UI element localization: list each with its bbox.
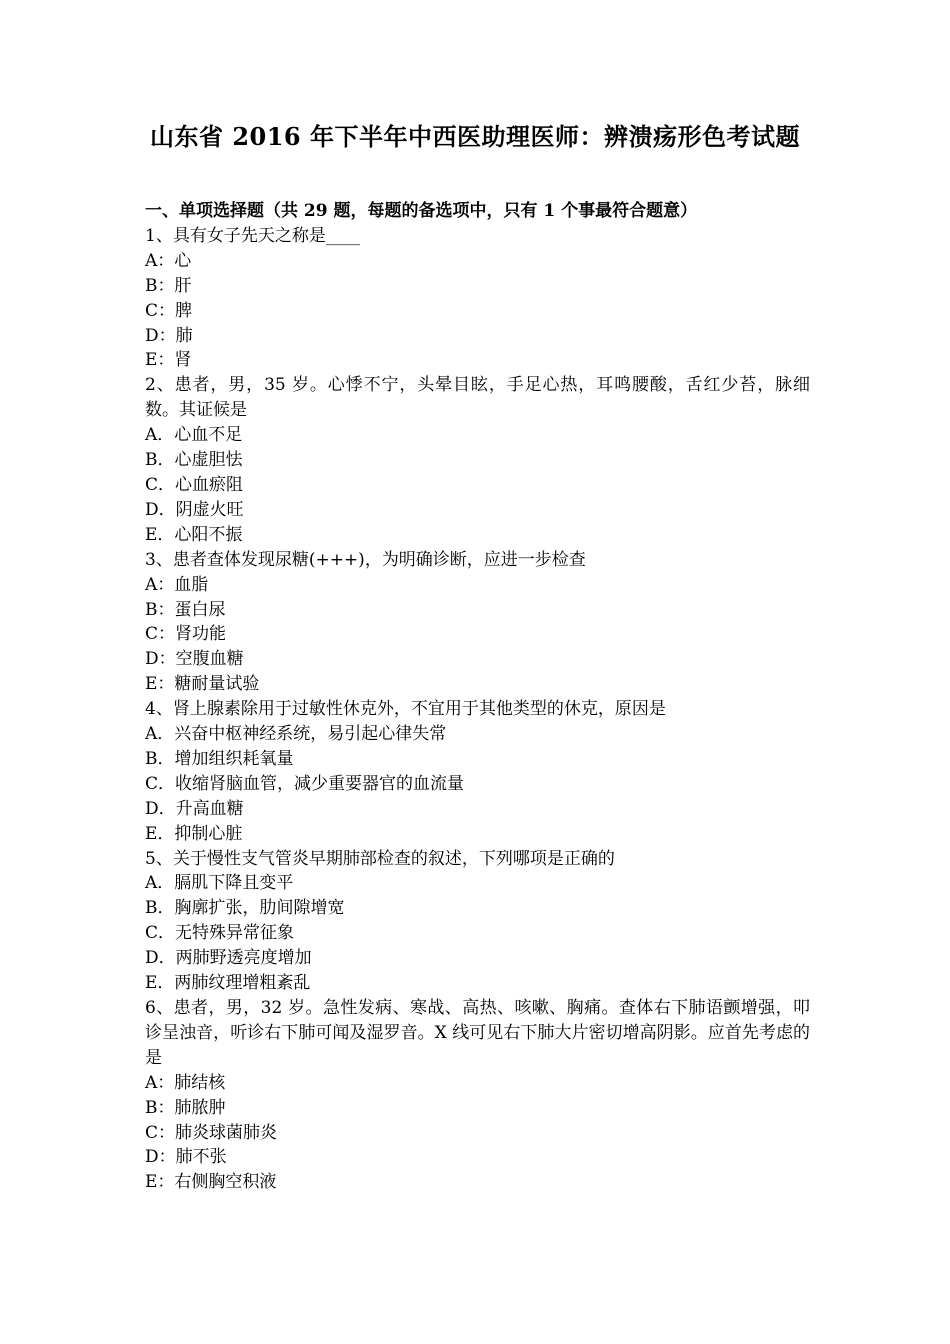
option-e: E：肾 <box>145 350 192 371</box>
section-heading: 一、单项选择题（共 29 题，每题的备选项中，只有 1 个事最符合题意） <box>145 201 698 221</box>
option-e: E．抑制心脏 <box>145 823 243 844</box>
option-e: E：右侧胸空积液 <box>145 1172 277 1193</box>
option-c: C．收缩肾脑血管，减少重要器官的血流量 <box>145 773 465 794</box>
question-stem: 5、关于慢性支气管炎早期肺部检查的叙述，下列哪项是正确的 <box>145 848 615 869</box>
option-b: B．心虚胆怯 <box>145 450 243 471</box>
option-d: D：肺不张 <box>145 1147 227 1168</box>
question-5 <box>145 847 810 996</box>
option-a: A．心血不足 <box>145 425 243 446</box>
option-a: A．膈肌下降且变平 <box>145 873 294 894</box>
document-body <box>145 199 810 1195</box>
question-stem: 4、肾上腺素除用于过敏性休克外，不宜用于其他类型的休克，原因是 <box>145 699 666 720</box>
question-stem: 3、患者查体发现尿糖(+++)，为明确诊断，应进一步检查 <box>145 549 586 570</box>
option-b: B：蛋白尿 <box>145 599 226 620</box>
option-a: A．兴奋中枢神经系统，易引起心律失常 <box>145 724 447 745</box>
option-b: B：肝 <box>145 275 192 296</box>
option-c: C．心血瘀阻 <box>145 474 244 495</box>
option-d: D．升高血糖 <box>145 798 244 819</box>
option-c: C：脾 <box>145 300 193 321</box>
option-d: D：空腹血糖 <box>145 649 244 670</box>
question-2 <box>145 373 810 547</box>
option-a: A：肺结核 <box>145 1072 226 1093</box>
question-6 <box>145 996 810 1195</box>
option-a: A：血脂 <box>145 574 209 595</box>
question-stem: 2、患者，男，35 岁。心悸不宁，头晕目眩，手足心热，耳鸣腰酸，舌红少苔，脉细数。其证候是 <box>145 375 810 421</box>
option-b: B：肺脓肿 <box>145 1097 226 1118</box>
option-c: C：肾功能 <box>145 624 227 645</box>
option-c: C．无特殊异常征象 <box>145 923 295 944</box>
document-title: 山东省 2016 年下半年中西医助理医师：辨溃疡形色考试题 <box>149 122 800 151</box>
option-e: E：糖耐量试验 <box>145 674 260 695</box>
option-b: B．胸廓扩张，肋间隙增宽 <box>145 898 345 919</box>
question-1 <box>145 224 810 373</box>
option-d: D：肺 <box>145 325 193 346</box>
question-stem: 1、具有女子先天之称是____ <box>145 225 360 246</box>
question-stem: 6、患者，男，32 岁。急性发病、寒战、高热、咳嗽、胸痛。查体右下肺语颤增强，叩诊呈浊音，听诊右下肺可闻及湿罗音。X 线可见右下肺大片密切增高阴影。应首先考虑的是 <box>145 998 810 1068</box>
option-a: A：心 <box>145 250 192 271</box>
question-4 <box>145 697 810 846</box>
question-3 <box>145 548 810 697</box>
option-e: E．心阳不振 <box>145 524 243 545</box>
option-d: D．两肺野透亮度增加 <box>145 948 312 969</box>
option-c: C：肺炎球菌肺炎 <box>145 1122 278 1143</box>
option-e: E．两肺纹理增粗紊乱 <box>145 973 311 994</box>
option-d: D．阴虚火旺 <box>145 499 244 520</box>
option-b: B．增加组织耗氧量 <box>145 748 294 769</box>
